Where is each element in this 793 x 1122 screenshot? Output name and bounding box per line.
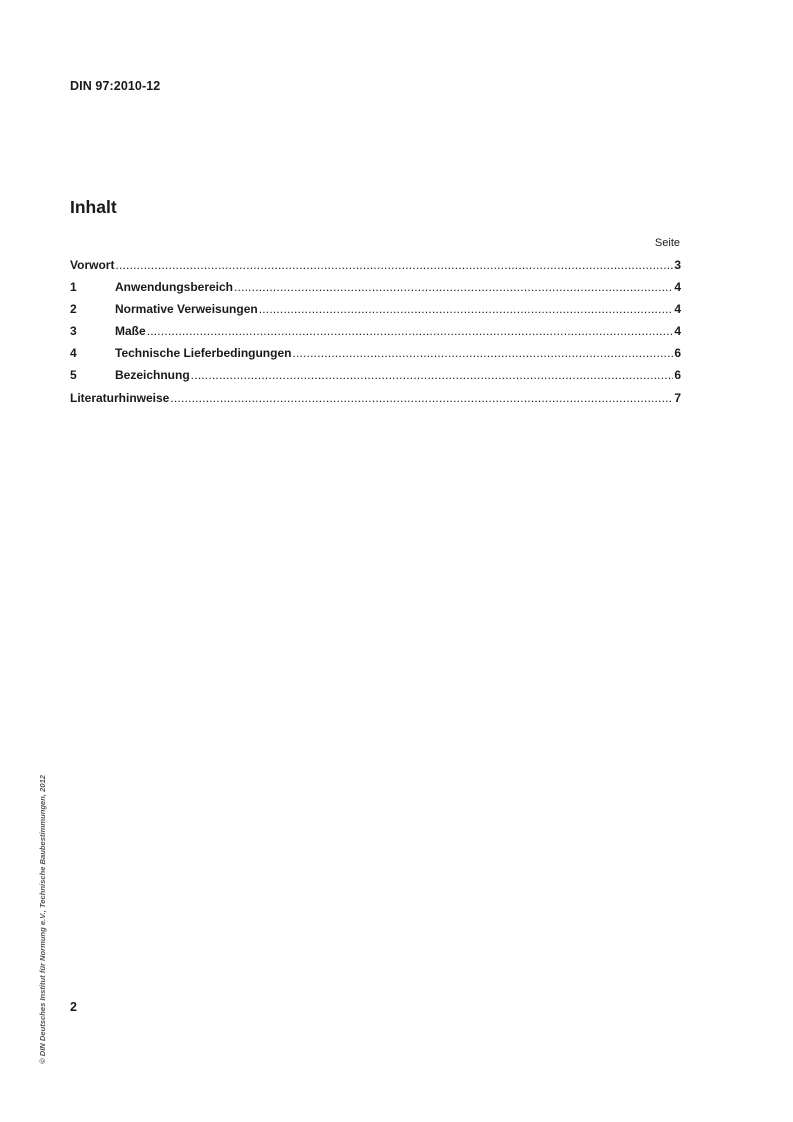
toc-entry-bezeichnung[interactable]	[70, 366, 681, 388]
toc-entry-number: 1	[70, 280, 77, 295]
document-header: DIN 97:2010-12	[70, 79, 161, 93]
toc-entry-page: 4	[674, 280, 681, 295]
toc-page-column-label: Seite	[654, 237, 680, 249]
toc-entry-page: 3	[674, 258, 681, 272]
toc-dot-leader	[292, 344, 673, 362]
toc-entry-number: 4	[70, 346, 77, 361]
toc-entry-text: Literaturhinweise	[70, 390, 170, 405]
toc-entry-text: Bezeichnung	[115, 368, 190, 383]
toc-entry-text: Maße	[115, 324, 146, 339]
toc-entry-text: Anwendungsbereich	[115, 280, 234, 295]
toc-title: Inhalt	[70, 197, 117, 217]
toc-entry-masse[interactable]	[70, 322, 681, 344]
toc-entry-number: 3	[70, 324, 77, 339]
toc-dot-leader	[191, 366, 674, 384]
toc-entry-literaturhinweise[interactable]	[70, 389, 681, 411]
toc-entry-number: 5	[70, 368, 77, 383]
toc-entry-number: 2	[70, 302, 77, 317]
toc-dot-leader	[115, 256, 673, 274]
toc-entry-page: 4	[674, 302, 681, 317]
toc-entry-text: Technische Lieferbedingungen	[115, 346, 292, 361]
toc-dot-leader	[234, 278, 673, 296]
table-of-contents	[70, 256, 681, 411]
toc-entry-page: 6	[674, 346, 681, 361]
toc-entry-vorwort[interactable]	[70, 256, 681, 278]
page-number: 2	[70, 1000, 77, 1014]
toc-entry-anwendungsbereich[interactable]	[70, 278, 681, 300]
toc-dot-leader	[170, 389, 673, 407]
toc-entry-page: 6	[674, 368, 681, 383]
toc-entry-page: 7	[674, 390, 681, 405]
toc-entry-technische-lieferbedingungen[interactable]	[70, 344, 681, 366]
toc-entry-normative-verweisungen[interactable]	[70, 300, 681, 322]
copyright-notice: © DIN Deutsches Institut für Normung e.V., Technische Baubestimmungen, 2012	[38, 774, 47, 1064]
toc-entry-page: 4	[674, 324, 681, 339]
toc-dot-leader	[147, 322, 674, 340]
toc-entry-text: Vorwort	[70, 258, 115, 272]
toc-dot-leader	[259, 300, 674, 318]
toc-entry-text: Normative Verweisungen	[115, 302, 258, 317]
